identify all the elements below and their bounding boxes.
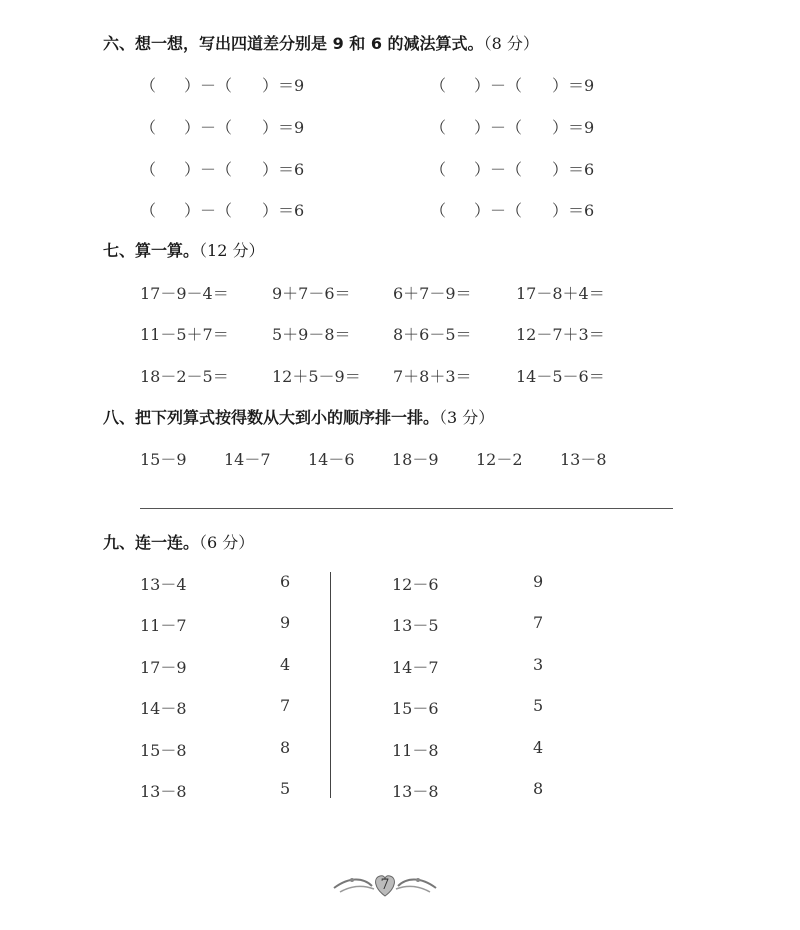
minus-sign: ）－（ <box>474 160 523 179</box>
calculation-item[interactable]: 8＋6－5＝ <box>393 325 472 344</box>
calculation-item[interactable]: 17－9－4＝ <box>140 284 229 303</box>
open-paren: （ <box>140 201 157 220</box>
expression-item: 12－2 <box>476 450 523 469</box>
result-value: 6 <box>294 201 305 220</box>
open-paren: （ <box>430 160 447 179</box>
calculation-item[interactable]: 18－2－5＝ <box>140 367 229 386</box>
calculation-item[interactable]: 11－5＋7＝ <box>140 325 229 344</box>
match-right-expression[interactable]: 15－6 <box>392 699 439 718</box>
calculation-item[interactable]: 14－5－6＝ <box>516 367 605 386</box>
result-value: 6 <box>584 160 595 179</box>
match-left-number[interactable]: 7 <box>280 696 291 715</box>
blank-equation-row <box>430 198 594 221</box>
expression-item: 18－9 <box>392 450 439 469</box>
open-paren: （ <box>430 118 447 137</box>
open-paren: （ <box>430 76 447 95</box>
match-right-number[interactable]: 4 <box>533 738 544 757</box>
minus-sign: ）－（ <box>184 76 233 95</box>
blank-equation-row <box>140 115 304 138</box>
close-equals: ）＝ <box>262 118 295 137</box>
result-value: 9 <box>584 76 595 95</box>
result-value: 9 <box>294 76 305 95</box>
blank-equation-row <box>140 198 304 221</box>
section7-score: （12 分） <box>199 241 265 260</box>
section8-title: 八、把下列算式按得数从大到小的顺序排一排。 <box>103 408 440 427</box>
blank-equation-row <box>430 157 594 180</box>
calculation-item[interactable]: 12－7＋3＝ <box>516 325 605 344</box>
result-value: 9 <box>294 118 305 137</box>
match-left-number[interactable]: 5 <box>280 779 291 798</box>
open-paren: （ <box>430 201 447 220</box>
calculation-item[interactable]: 5＋9－8＝ <box>272 325 351 344</box>
close-equals: ）＝ <box>552 118 585 137</box>
match-left-number[interactable]: 9 <box>280 613 291 632</box>
section9-title: 九、连一连。 <box>103 533 200 552</box>
match-right-number[interactable]: 7 <box>533 613 544 632</box>
blank-equation-row <box>430 115 594 138</box>
match-left-expression[interactable]: 13－8 <box>140 782 187 801</box>
close-equals: ）＝ <box>552 160 585 179</box>
result-value: 6 <box>294 160 305 179</box>
open-paren: （ <box>140 160 157 179</box>
section9-heading <box>103 530 254 553</box>
blank-equation-row <box>140 157 304 180</box>
section8-score: （3 分） <box>439 408 495 427</box>
page-number: 7 <box>380 877 390 893</box>
section7-heading <box>103 238 264 261</box>
expression-item: 13－8 <box>560 450 607 469</box>
section8-heading <box>103 405 494 428</box>
minus-sign: ）－（ <box>474 201 523 220</box>
close-equals: ）＝ <box>552 76 585 95</box>
minus-sign: ）－（ <box>184 118 233 137</box>
calculation-item[interactable]: 6＋7－9＝ <box>393 284 472 303</box>
minus-sign: ）－（ <box>474 76 523 95</box>
match-left-expression[interactable]: 17－9 <box>140 658 187 677</box>
match-right-expression[interactable]: 14－7 <box>392 658 439 677</box>
blank-equation-row <box>430 73 594 96</box>
section6-title: 六、想一想，写出四道差分别是 9 和 6 的减法算式。 <box>103 34 484 53</box>
section9-score: （6 分） <box>199 533 255 552</box>
result-value: 9 <box>584 118 595 137</box>
expression-item: 14－6 <box>308 450 355 469</box>
minus-sign: ）－（ <box>184 201 233 220</box>
close-equals: ）＝ <box>262 160 295 179</box>
match-right-number[interactable]: 8 <box>533 779 544 798</box>
match-left-number[interactable]: 4 <box>280 655 291 674</box>
match-left-number[interactable]: 6 <box>280 572 291 591</box>
minus-sign: ）－（ <box>184 160 233 179</box>
match-left-expression[interactable]: 15－8 <box>140 741 187 760</box>
open-paren: （ <box>140 118 157 137</box>
calculation-item[interactable]: 7＋8＋3＝ <box>393 367 472 386</box>
calculation-item[interactable]: 17－8＋4＝ <box>516 284 605 303</box>
page-footer <box>330 868 440 898</box>
expression-item: 14－7 <box>224 450 271 469</box>
expression-item: 15－9 <box>140 450 187 469</box>
section6-heading <box>103 31 539 54</box>
match-right-expression[interactable]: 12－6 <box>392 575 439 594</box>
section9-divider <box>330 572 331 798</box>
blank-equation-row <box>140 73 304 96</box>
minus-sign: ）－（ <box>474 118 523 137</box>
close-equals: ）＝ <box>262 201 295 220</box>
open-paren: （ <box>140 76 157 95</box>
section7-title: 七、算一算。 <box>103 241 200 260</box>
section6-score: （8 分） <box>483 34 539 53</box>
match-right-number[interactable]: 5 <box>533 696 544 715</box>
match-right-expression[interactable]: 13－5 <box>392 616 439 635</box>
result-value: 6 <box>584 201 595 220</box>
close-equals: ）＝ <box>552 201 585 220</box>
match-right-number[interactable]: 3 <box>533 655 544 674</box>
calculation-item[interactable]: 12＋5－9＝ <box>272 367 361 386</box>
match-left-expression[interactable]: 13－4 <box>140 575 187 594</box>
match-left-number[interactable]: 8 <box>280 738 291 757</box>
match-left-expression[interactable]: 11－7 <box>140 616 187 635</box>
match-right-number[interactable]: 9 <box>533 572 544 591</box>
match-right-expression[interactable]: 11－8 <box>392 741 439 760</box>
calculation-item[interactable]: 9＋7－6＝ <box>272 284 351 303</box>
match-left-expression[interactable]: 14－8 <box>140 699 187 718</box>
match-right-expression[interactable]: 13－8 <box>392 782 439 801</box>
section8-answer-line[interactable] <box>140 508 673 509</box>
close-equals: ）＝ <box>262 76 295 95</box>
